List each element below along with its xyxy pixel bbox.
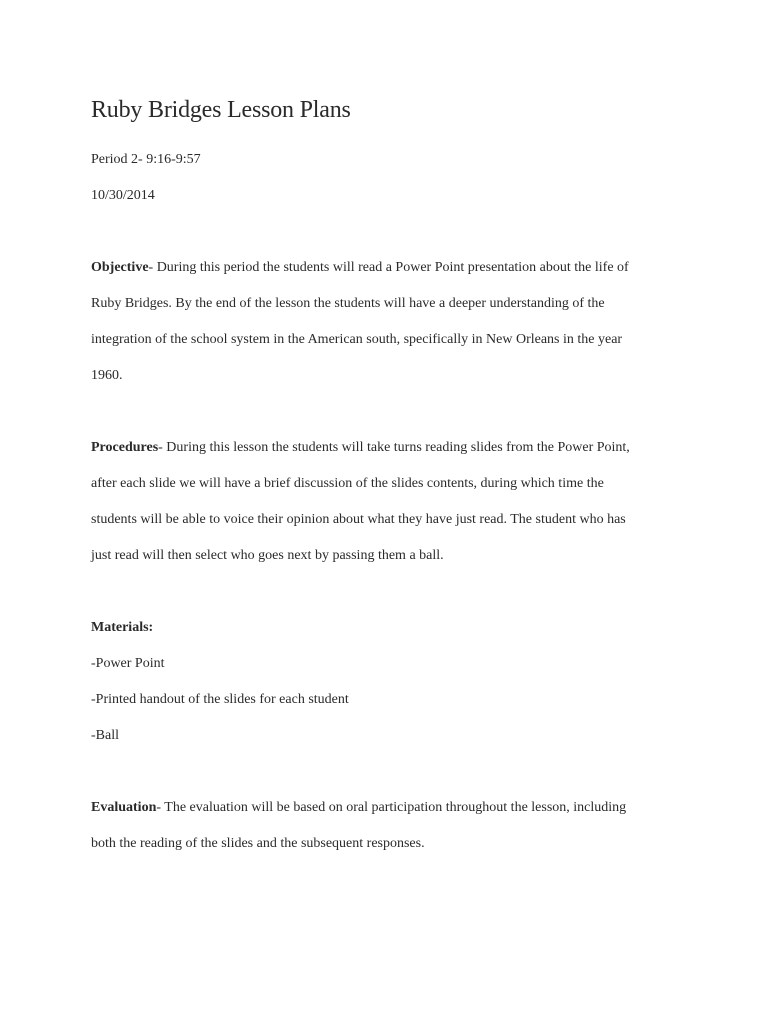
procedures-line-4: just read will then select who goes next by passing them a ball. bbox=[91, 548, 444, 563]
objective-text-1: - During this period the students will read a Power Point presentation about the life of bbox=[148, 260, 629, 275]
objective-line-3: integration of the school system in the American south, specifically in New Orleans in the year bbox=[91, 332, 623, 347]
document-title: Ruby Bridges Lesson Plans bbox=[91, 97, 351, 123]
date-line: 10/30/2014 bbox=[91, 188, 155, 203]
materials-section bbox=[91, 610, 691, 754]
materials-item: -Power Point bbox=[91, 656, 165, 671]
procedures-line-3: students will be able to voice their opinion about what they have just read. The student who has bbox=[91, 512, 626, 527]
materials-list bbox=[91, 646, 691, 754]
document-body bbox=[91, 92, 691, 862]
objective-line-1 bbox=[91, 250, 691, 286]
evaluation-line-2: both the reading of the slides and the subsequent responses. bbox=[91, 836, 425, 851]
evaluation-section bbox=[91, 790, 691, 862]
objective-section bbox=[91, 250, 691, 394]
objective-line-2: Ruby Bridges. By the end of the lesson the students will have a deeper understanding of the bbox=[91, 296, 605, 311]
evaluation-label: Evaluation bbox=[91, 800, 157, 815]
evaluation-text-1: - The evaluation will be based on oral participation throughout the lesson, including bbox=[156, 800, 627, 815]
procedures-label: Procedures bbox=[91, 440, 159, 455]
materials-item: -Ball bbox=[91, 728, 119, 743]
objective-label: Objective bbox=[91, 260, 149, 275]
procedures-text-1: - During this lesson the students will take turns reading slides from the Power Point, bbox=[158, 440, 630, 455]
procedures-section bbox=[91, 430, 691, 574]
objective-line-4: 1960. bbox=[91, 368, 123, 383]
period-line: Period 2- 9:16-9:57 bbox=[91, 152, 201, 167]
materials-label: Materials: bbox=[91, 620, 154, 635]
procedures-line-2: after each slide we will have a brief discussion of the slides contents, during which time the bbox=[91, 476, 604, 491]
evaluation-line-1 bbox=[91, 790, 691, 826]
procedures-line-1 bbox=[91, 430, 691, 466]
materials-item: -Printed handout of the slides for each student bbox=[91, 692, 349, 707]
